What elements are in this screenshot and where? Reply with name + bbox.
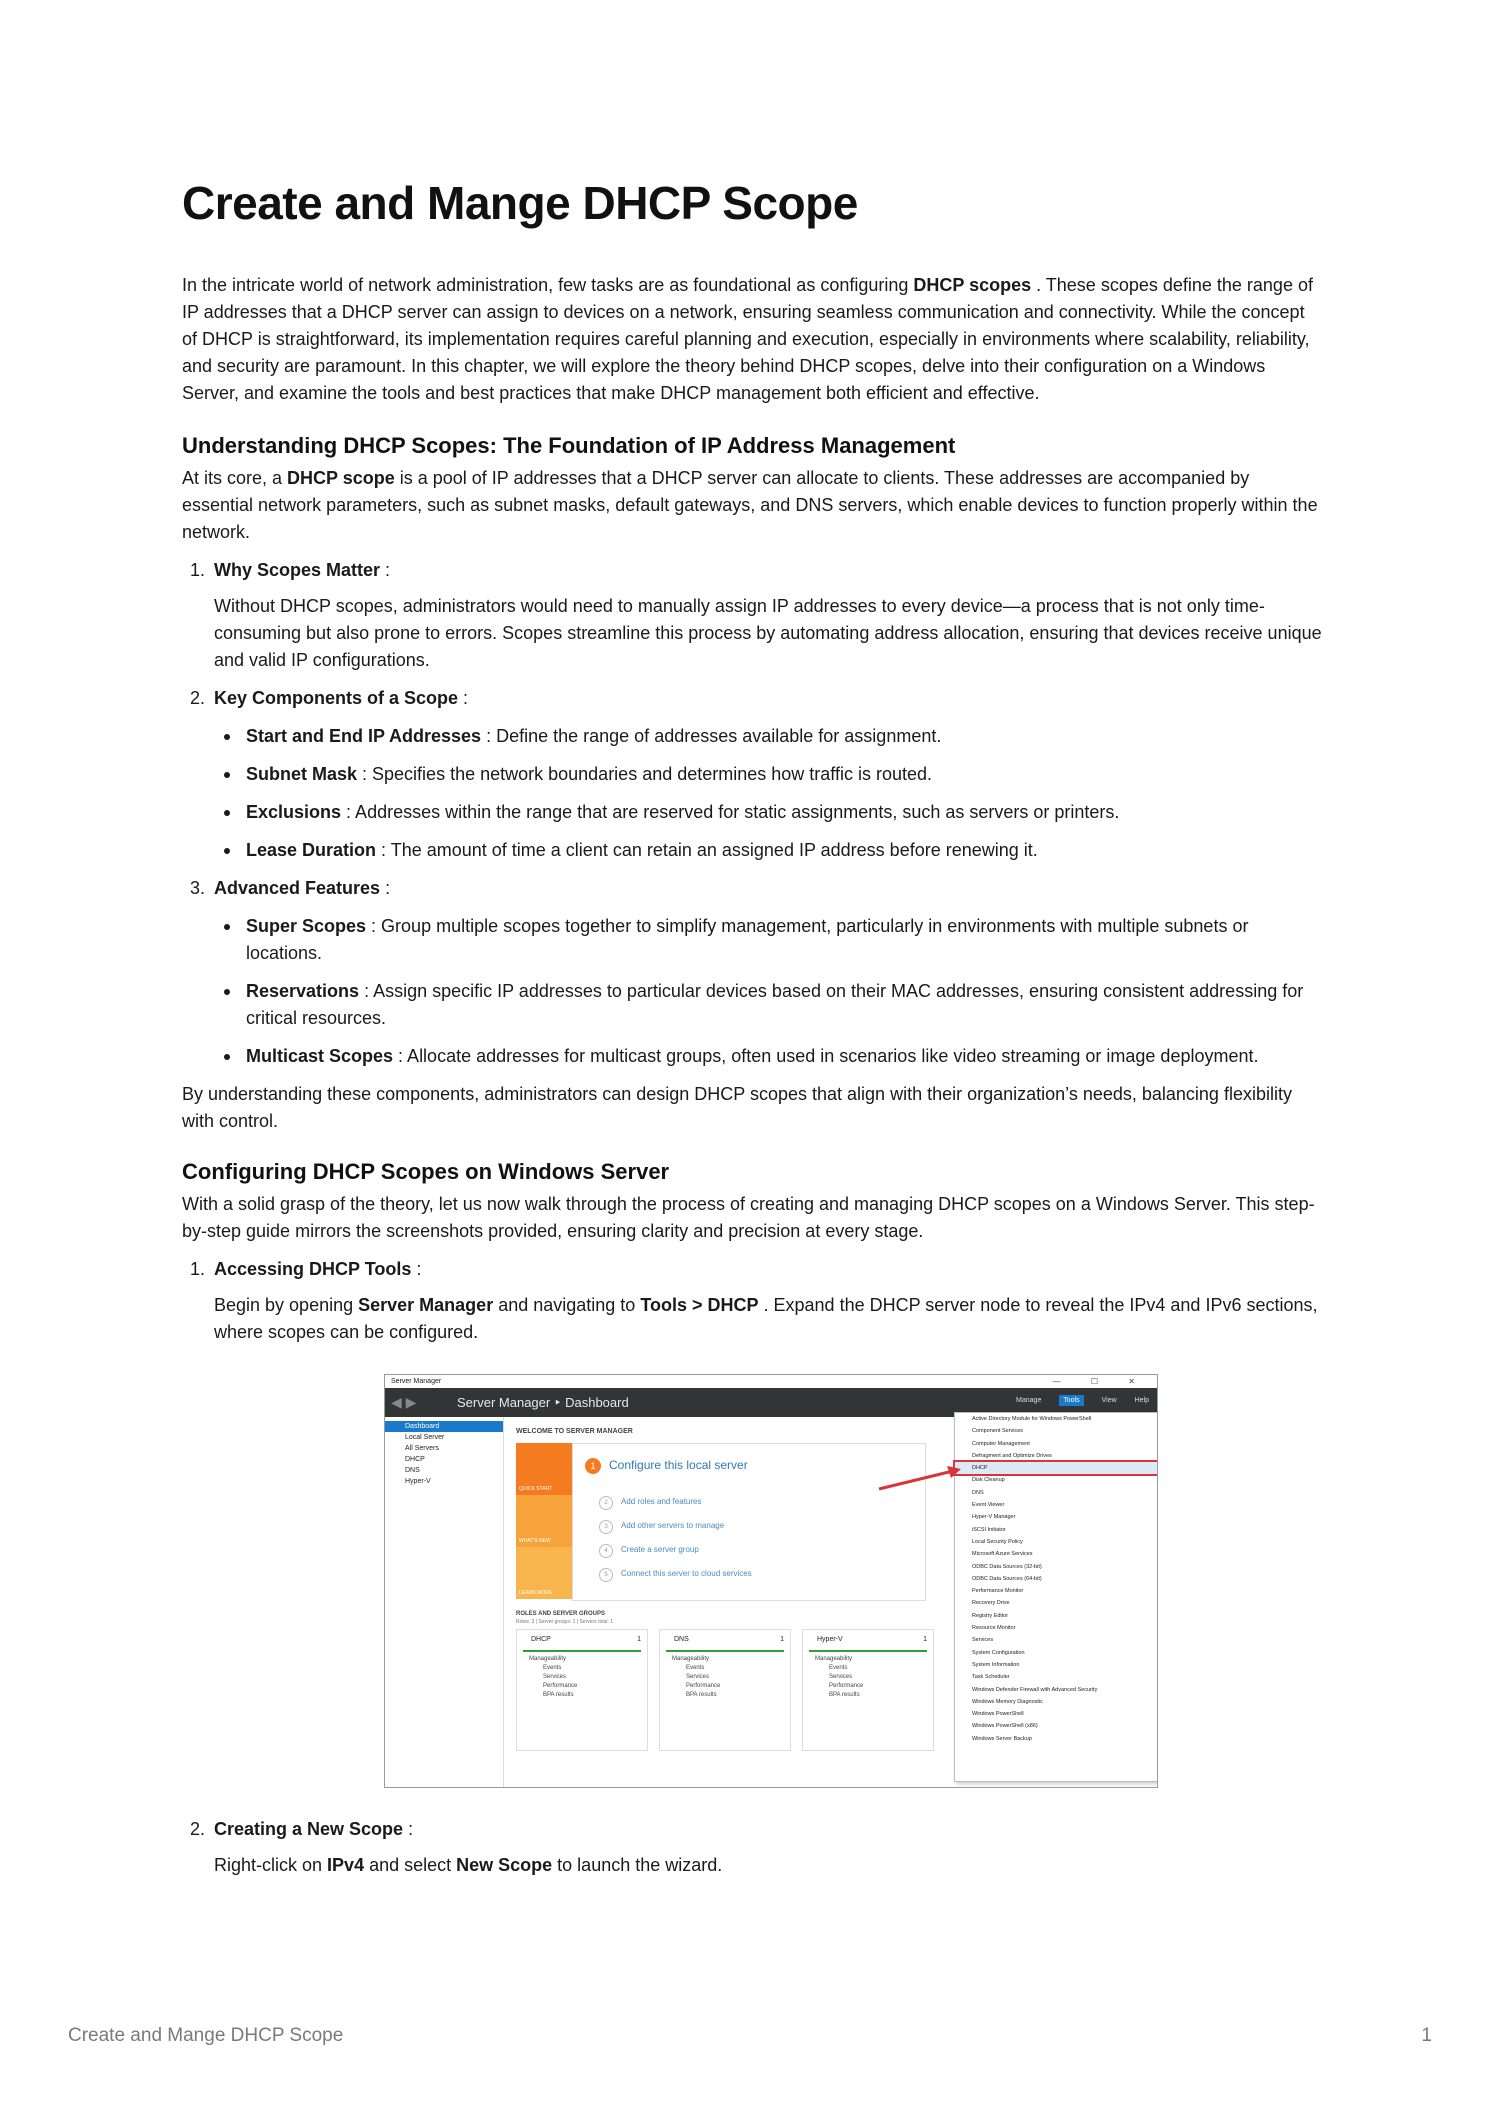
menu-help: Help	[1134, 1397, 1149, 1404]
tools-menu-item: ODBC Data Sources (64-bit)	[972, 1575, 1042, 1582]
tile-whats-new: WHAT'S NEW	[516, 1495, 572, 1547]
sidebar-item-all-servers: All Servers	[405, 1445, 439, 1452]
back-forward-icon: ◀ ▶	[391, 1394, 417, 1410]
bullet-dot	[224, 810, 230, 816]
list-item-body: Begin by opening Server Manager and navigating to Tools > DHCP . Expand the DHCP server node to reveal the IPv4 and IPv6 sections, where scopes can be configured.	[214, 1295, 1318, 1342]
section-heading-configuring: Configuring DHCP Scopes on Windows Server	[182, 1159, 670, 1184]
list-item: 3. Advanced Features : Super Scopes : Group multiple scopes together to simplify management, particularly in environments with multiple subnets or locations. Reservations : Assign specific IP addresses to particular devices based on their MAC addresses, ensuring consistent addressing for critical resources. Multicast Scopes : Allocate addresses for multicast groups, often used in scenarios like video streaming or image deployment.	[182, 875, 1322, 1070]
quick-start-tiles	[516, 1443, 572, 1599]
section1-list	[182, 557, 1322, 1070]
tools-menu-item: Windows PowerShell (x86)	[972, 1723, 1038, 1730]
bullet-item: Reservations : Assign specific IP addresses to particular devices based on their MAC addresses, ensuring consistent addressing for critical resources.	[214, 978, 1322, 1032]
tools-menu-item: Resource Monitor	[972, 1625, 1016, 1632]
bullet-dot	[224, 734, 230, 740]
tools-menu-item: Windows Defender Firewall with Advanced Security	[972, 1686, 1098, 1693]
list-number: 1.	[190, 560, 206, 580]
window-controls-icon: — ☐ ✕	[1052, 1377, 1149, 1386]
tile-quick-start: QUICK START	[516, 1443, 572, 1495]
red-arrow-icon	[875, 1463, 965, 1493]
menu-tools: Tools	[1059, 1395, 1083, 1406]
tools-menu-item: Defragment and Optimize Drives	[972, 1452, 1052, 1459]
list-number: 1.	[190, 1259, 206, 1279]
tools-menu-item: Services	[972, 1637, 994, 1644]
welcome-heading: WELCOME TO SERVER MANAGER	[516, 1428, 633, 1435]
bullet-dot	[224, 848, 230, 854]
quick-start-panel	[572, 1443, 926, 1601]
list-item: 1. Why Scopes Matter : Without DHCP scopes, administrators would need to manually assign IP addresses to every device—a process that is not only time-consuming but also prone to errors. Scopes streamline this process by automating address allocation, ensuring that devices receive unique and valid IP configurations.	[182, 557, 1322, 674]
tools-menu-item: Disk Cleanup	[972, 1477, 1005, 1484]
list-item: 2. Key Components of a Scope : Start and End IP Addresses : Define the range of addresses available for assignment. Subnet Mask : Specifies the network boundaries and determines how traffic is routed. Exclusions : Addresses within the range that are reserved for static assignments, such as servers or printers. Lease Duration : The amount of time a client can retain an assigned IP address before renewing it.	[182, 685, 1322, 864]
sidebar-item-dhcp: DHCP	[405, 1456, 425, 1463]
bullet-item: Start and End IP Addresses : Define the range of addresses available for assignment.	[214, 723, 1322, 750]
bullet-dot	[224, 924, 230, 930]
tools-menu-item: System Configuration	[972, 1649, 1025, 1656]
list-item: 1. Accessing DHCP Tools : Begin by opening Server Manager and navigating to Tools > DHCP . Expand the DHCP server node to reveal the IPv4 and IPv6 sections, where scopes can be configured. Server Manager — ☐ ✕ ◀ ▶ Server Manager ‣ Dashboard Manage Tools View Help Dashboard Local Server All Servers DHCP DNS Hyper-V WELCOME TO SERVER MANAGER QUICK START WHAT'S NEW LEARN MORE 1 Configure this local server 2 Add roles and features 3 Add other servers to manage 4 Create a server group 5 Connect this server to cloud services ROLES AND SERVER GROUPS Roles: 3 | Server groups: 1 | Servers total: 1 DHCP 1 Manageability Events Services Performance BPA results DNS 1 Manageability Events Services Performance BPA results Hyper-V 1 Manageability Events Services Performance BPA results Active Directory Module for Windows PowerShell Component Services Computer Management Defragment and Optimize Drives DHCP Disk Cleanup DNS Event Viewer Hyper-V Manager iSCSI Initiator Local Security Policy Microsoft Azure Services ODBC Data Sources (32-bit) ODBC Data Sources (64-bit) Performance Monitor Recovery Drive Registry Editor Resource Monitor Services System Configuration System Information Task Scheduler Windows Defender Firewall with Advanced Security Windows Memory Diagnostic Windows PowerShell Windows PowerShell (x86) Windows Server Backup	[182, 1256, 1322, 1788]
tools-menu-item: iSCSI Initiator	[972, 1526, 1006, 1533]
step-configure-local-server: 1 Configure this local server	[585, 1458, 748, 1474]
tools-menu-item: Component Services	[972, 1428, 1024, 1435]
list-item: 2. Creating a New Scope : Right-click on IPv4 and select New Scope to launch the wizard.	[182, 1816, 1322, 1879]
menu-bar	[1000, 1397, 1149, 1404]
step-item: 4 Create a server group	[599, 1544, 752, 1558]
tools-menu-item: DNS	[972, 1489, 984, 1496]
tools-menu-item: Registry Editor	[972, 1612, 1009, 1619]
sidebar-item-dashboard: Dashboard	[385, 1421, 503, 1432]
document-body	[182, 272, 1322, 1879]
bullet-dot	[224, 989, 230, 995]
bullet-list	[214, 913, 1322, 1070]
menu-view: View	[1101, 1397, 1117, 1404]
tools-menu-item: Local Security Policy	[972, 1538, 1023, 1545]
sidebar-item-local-server: Local Server	[405, 1434, 445, 1441]
page-number: 1	[1421, 2025, 1432, 2046]
tools-dropdown-menu	[954, 1412, 1158, 1782]
step-item: 5 Connect this server to cloud services	[599, 1568, 752, 1582]
tools-menu-item: DHCP	[955, 1462, 1157, 1474]
section2-paragraph: With a solid grasp of the theory, let us now walk through the process of creating and managing DHCP scopes on a Windows Server. This step-by-step guide mirrors the screenshots provided, ensuring clarity and precision at every stage.	[182, 1194, 1315, 1241]
tools-menu-item: ODBC Data Sources (32-bit)	[972, 1563, 1042, 1570]
window-titlebar: Server Manager — ☐ ✕	[385, 1375, 1157, 1388]
section2-list	[182, 1256, 1322, 1879]
breadcrumb: Server Manager ‣ Dashboard	[457, 1395, 629, 1410]
menu-manage: Manage	[1016, 1397, 1042, 1404]
list-item-body: Without DHCP scopes, administrators would need to manually assign IP addresses to every device—a process that is not only time-consuming but also prone to errors. Scopes streamline this process by automating address allocation, ensuring that devices receive unique and valid IP configurations.	[214, 596, 1322, 670]
tools-menu-item: Task Scheduler	[972, 1674, 1010, 1681]
roles-heading: ROLES AND SERVER GROUPS	[516, 1611, 606, 1617]
list-number: 2.	[190, 1819, 206, 1839]
tools-menu-item: Hyper-V Manager	[972, 1514, 1016, 1521]
tools-menu-item: System Information	[972, 1661, 1020, 1668]
list-number: 3.	[190, 878, 206, 898]
role-card-hyper-v: Hyper-V 1 Manageability Events Services Performance BPA results	[802, 1629, 934, 1751]
step-item: 3 Add other servers to manage	[599, 1520, 752, 1534]
sidebar-item-dns: DNS	[405, 1467, 420, 1474]
section1-paragraph: At its core, a DHCP scope is a pool of IP addresses that a DHCP server can allocate to clients. These addresses are accompanied by essential network parameters, such as subnet masks, default gateways, and DNS servers, which enable devices to function properly within the network.	[182, 468, 1318, 542]
tools-menu-item: Computer Management	[972, 1440, 1030, 1447]
bullet-item: Subnet Mask : Specifies the network boundaries and determines how traffic is routed.	[214, 761, 1322, 788]
tile-learn-more: LEARN MORE	[516, 1547, 572, 1599]
server-manager-screenshot	[384, 1374, 1158, 1788]
role-card-dns: DNS 1 Manageability Events Services Performance BPA results	[659, 1629, 791, 1751]
bullet-list	[214, 723, 1322, 864]
section1-closing: By understanding these components, administrators can design DHCP scopes that align with their organization’s needs, balancing flexibility with control.	[182, 1084, 1292, 1131]
tools-menu-item: Active Directory Module for Windows PowerShell	[972, 1416, 1092, 1422]
tools-menu-item: Event Viewer	[972, 1502, 1005, 1509]
step-item: 2 Add roles and features	[599, 1496, 752, 1510]
intro-paragraph: In the intricate world of network administration, few tasks are as foundational as configuring DHCP scopes . These scopes define the range of IP addresses that a DHCP server can assign to devices on a network, ensuring seamless communication and connectivity. While the concept of DHCP is straightforward, its implementation requires careful planning and execution, especially in environments where scalability, reliability, and security are paramount. In this chapter, we will explore the theory behind DHCP scopes, delve into their configuration on a Windows Server, and examine the tools and best practices that make DHCP management both efficient and effective.	[182, 275, 1313, 403]
bullet-dot	[224, 1054, 230, 1060]
bullet-item: Lease Duration : The amount of time a client can retain an assigned IP address before renewing it.	[214, 837, 1322, 864]
sidebar-item-hyper-v: Hyper-V	[405, 1478, 431, 1485]
section-heading-understanding: Understanding DHCP Scopes: The Foundation of IP Address Management	[182, 433, 956, 458]
tools-menu-item: Windows Server Backup	[972, 1735, 1032, 1742]
quick-start-steps	[599, 1496, 752, 1592]
tools-menu-item: Microsoft Azure Services	[972, 1551, 1033, 1558]
tools-menu-item: Performance Monitor	[972, 1588, 1024, 1595]
role-card-dhcp: DHCP 1 Manageability Events Services Performance BPA results	[516, 1629, 648, 1751]
bullet-item: Exclusions : Addresses within the range that are reserved for static assignments, such as servers or printers.	[214, 799, 1322, 826]
bullet-item: Multicast Scopes : Allocate addresses for multicast groups, often used in scenarios like video streaming or image deployment.	[214, 1043, 1322, 1070]
page-title: Create and Mange DHCP Scope	[182, 177, 858, 229]
list-item-body: Right-click on IPv4 and select New Scope to launch the wizard.	[214, 1855, 723, 1875]
tools-menu-item: Windows PowerShell	[972, 1711, 1024, 1718]
sidebar	[385, 1417, 504, 1787]
footer-title: Create and Mange DHCP Scope	[68, 2025, 344, 2046]
roles-summary: Roles: 3 | Server groups: 1 | Servers total: 1	[516, 1619, 614, 1625]
tools-menu-item: Windows Memory Diagnostic	[972, 1698, 1043, 1705]
bullet-item: Super Scopes : Group multiple scopes together to simplify management, particularly in environments with multiple subnets or locations.	[214, 913, 1322, 967]
tools-menu-item: Recovery Drive	[972, 1600, 1010, 1607]
bullet-dot	[224, 772, 230, 778]
list-number: 2.	[190, 688, 206, 708]
